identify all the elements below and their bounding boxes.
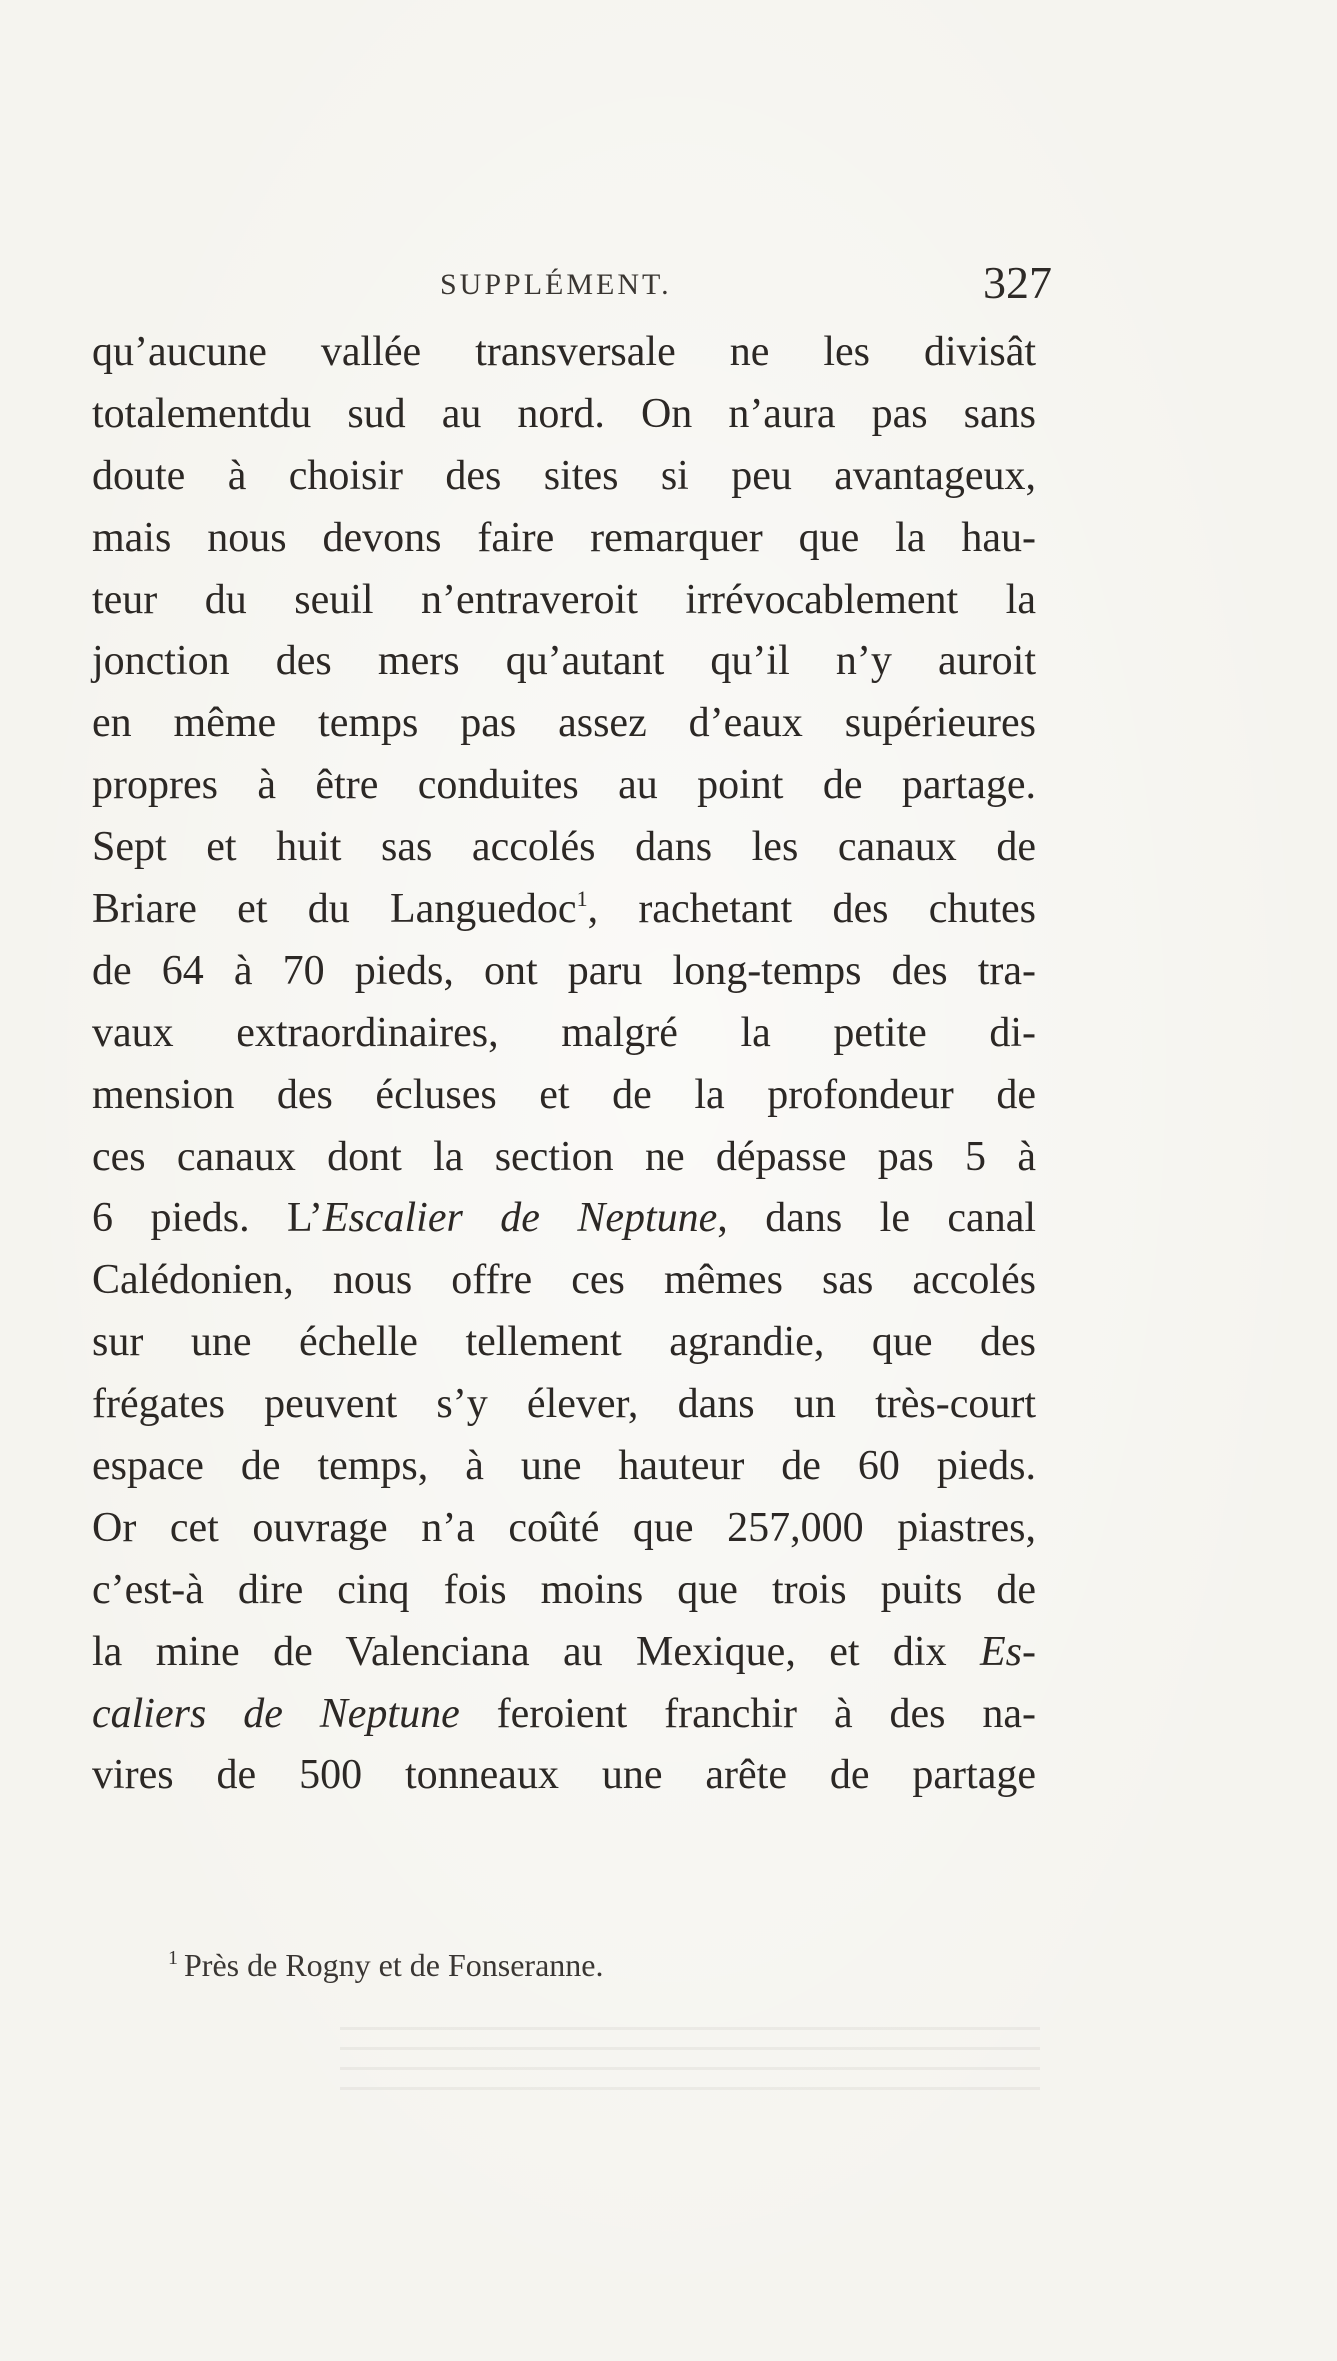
- text-segment: totalementdu sud au nord. On n’aura pas sans: [92, 390, 1036, 437]
- text-segment: feroient franchir à des na-: [459, 1690, 1037, 1737]
- italic-text: Escalier de Neptune: [322, 1195, 718, 1242]
- running-head: SUPPLÉMENT.: [440, 268, 672, 301]
- text-segment: teur du seuil n’entraveroit irrévocablement la: [92, 576, 1036, 623]
- text-segment: mension des écluses et de la profondeur de: [92, 1071, 1036, 1118]
- text-segment: vaux extraordinaires, malgré la petite di-: [92, 1009, 1036, 1056]
- text-line: [92, 1436, 1036, 1498]
- text-segment: Sept et huit sas accolés dans les canaux de: [92, 824, 1036, 871]
- text-line: [92, 1560, 1036, 1622]
- text-line: [92, 1374, 1036, 1436]
- text-line: [92, 1003, 1036, 1065]
- text-segment: en même temps pas assez d’eaux supérieures: [92, 700, 1036, 747]
- text-segment: propres à être conduites au point de partage.: [92, 762, 1036, 809]
- page-number: 327: [983, 257, 1052, 308]
- text-line: [92, 755, 1036, 817]
- text-line: [92, 508, 1036, 570]
- page-header: [92, 256, 1052, 316]
- text-line: [92, 1684, 1036, 1746]
- text-line: [92, 1250, 1036, 1312]
- text-line: [92, 941, 1036, 1003]
- text-line: [92, 1498, 1036, 1560]
- text-segment: espace de temps, à une hauteur de 60 pieds.: [92, 1443, 1036, 1490]
- footnote-reference: 1: [576, 886, 588, 912]
- text-segment: frégates peuvent s’y élever, dans un très-court: [92, 1381, 1036, 1428]
- text-line: [92, 1622, 1036, 1684]
- text-segment: mais nous devons faire remarquer que la hau-: [92, 514, 1036, 561]
- italic-text: Es-: [980, 1628, 1036, 1675]
- text-segment: jonction des mers qu’autant qu’il n’y auroit: [92, 638, 1036, 685]
- text-segment: la mine de Valenciana au Mexique, et dix: [92, 1628, 980, 1675]
- text-segment: Or cet ouvrage n’a coûté que 257,000 piastres,: [92, 1504, 1036, 1551]
- text-segment: Briare et du Languedoc: [92, 886, 577, 933]
- text-segment: , rachetant des chutes: [587, 886, 1036, 933]
- text-segment: sur une échelle tellement agrandie, que des: [92, 1319, 1036, 1366]
- text-line: [92, 817, 1036, 879]
- text-segment: Calédonien, nous offre ces mêmes sas accolés: [92, 1257, 1036, 1304]
- text-line: [92, 446, 1036, 508]
- text-segment: , dans le canal: [717, 1195, 1037, 1242]
- text-segment: L’: [287, 1195, 323, 1242]
- text-segment: doute à choisir des sites si peu avantageux,: [92, 452, 1036, 499]
- text-segment: c’est-à dire cinq fois moins que trois puits de: [92, 1566, 1036, 1613]
- footnote: [168, 1947, 603, 1984]
- text-segment: ces canaux dont la section ne dépasse pas 5 à: [92, 1133, 1036, 1180]
- text-line: [92, 879, 1036, 941]
- text-line: [92, 1312, 1036, 1374]
- text-line: [92, 1065, 1036, 1127]
- show-through-texture: [340, 2010, 1040, 2090]
- italic-text: caliers de Neptune: [92, 1690, 460, 1737]
- text-segment: vires de 500 tonneaux une arête de partage: [92, 1752, 1036, 1799]
- footnote-text: Près de Rogny et de Fonseranne.: [184, 1947, 604, 1983]
- footnote-mark: 1: [168, 1947, 178, 1969]
- text-segment: 6 pieds.: [92, 1195, 288, 1242]
- text-line: [92, 1127, 1036, 1189]
- text-segment: de 64 à 70 pieds, ont paru long-temps des tra-: [92, 947, 1036, 994]
- text-line: [92, 1745, 1036, 1807]
- text-segment: qu’aucune vallée transversale ne les divisât: [92, 329, 1036, 375]
- text-line: [92, 1188, 1036, 1250]
- text-line: [92, 570, 1036, 632]
- text-line: [92, 693, 1036, 755]
- body-text: [92, 322, 1036, 1807]
- text-line: [92, 384, 1036, 446]
- text-line: [92, 631, 1036, 693]
- text-line: [92, 322, 1036, 384]
